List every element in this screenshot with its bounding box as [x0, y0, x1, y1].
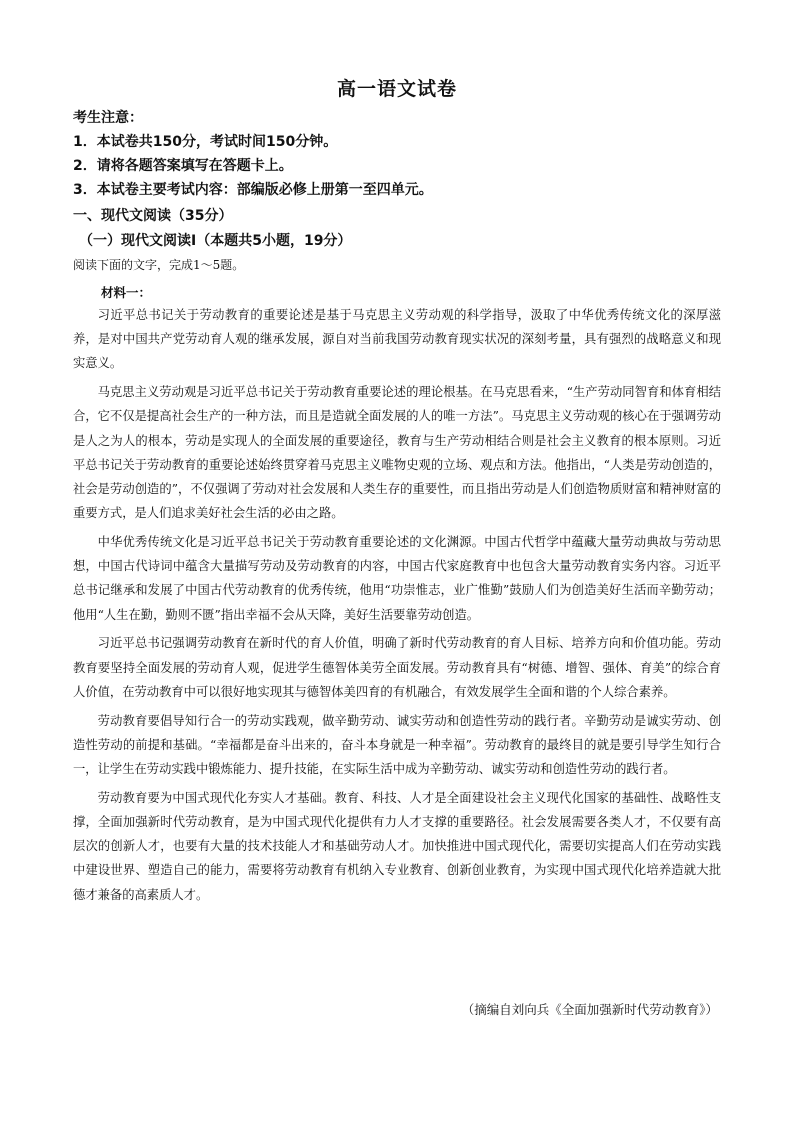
candidate-notice — [73, 106, 733, 202]
page-title: 高一语文试卷 — [336, 78, 457, 100]
section-subheading: （一）现代文阅读Ⅰ（本题共5小题，19分） — [79, 233, 352, 249]
notice-item: 2．请将各题答案填写在答题卡上。 — [73, 158, 293, 174]
section-heading: 一、现代文阅读（35分） — [73, 208, 233, 224]
notice-item: 3．本试卷主要考试内容：部编版必修上册第一至四单元。 — [73, 182, 433, 198]
material-label: 材料一： — [101, 285, 152, 300]
passage-paragraph: 马克思主义劳动观是习近平总书记关于劳动教育重要论述的理论根基。在马克思看来，“生产劳动同智育和体育相结合，它不仅是提高社会生产的一种方法，而且是造就全面发展的人的唯一方法”。马克思主义劳动观的核心在于强调劳动是人之为人的根本，劳动是实现人的全面发展的重要途径，教育与生产劳动相结合则是社会主义教育的根本原则。习近平总书记关于劳动教育的重要论述始终贯穿着马克思主义唯物史观的立场、观点和方法。他指出，“人类是劳动创造的，社会是劳动创造的”，不仅强调了劳动对社会发展和人类生存的重要性，而且指出劳动是人们创造物质财富和精神财富的重要方式，是人们追求美好社会生活的必由之路。 — [73, 385, 721, 521]
passage-paragraph: 中华优秀传统文化是习近平总书记关于劳动教育重要论述的文化渊源。中国古代哲学中蕴藏大量劳动典故与劳动思想，中国古代诗词中蕴含大量描写劳动及劳动教育的内容，中国古代家庭教育中也包含大量劳动教育实务内容。习近平总书记继承和发展了中国古代劳动教育的优秀传统，他用“功崇惟志，业广惟勤”鼓励人们为创造美好生活而辛勤劳动；他用“人生在勤，勤则不匮”指出幸福不会从天降，美好生活要靠劳动创造。 — [73, 535, 721, 622]
passage-body — [73, 303, 721, 911]
notice-item: 1．本试卷共150分，考试时间150分钟。 — [73, 134, 338, 150]
passage-paragraph: 劳动教育要倡导知行合一的劳动实践观，做辛勤劳动、诚实劳动和创造性劳动的践行者。辛勤劳动是诚实劳动、创造性劳动的前提和基础。“幸福都是奋斗出来的，奋斗本身就是一种幸福”。劳动教育的最终目的就是要引导学生知行合一，让学生在劳动实践中锻炼能力、提升技能，在实际生活中成为辛勤劳动、诚实劳动和创造性劳动的践行者。 — [73, 713, 721, 777]
passage-paragraph: 习近平总书记关于劳动教育的重要论述是基于马克思主义劳动观的科学指导，汲取了中华优秀传统文化的深厚滋养，是对中国共产党劳动育人观的继承发展，源自对当前我国劳动教育现实状况的深刻考量，具有强烈的战略意义和现实意义。 — [73, 308, 721, 371]
section-header — [73, 204, 733, 276]
reading-instruction: 阅读下面的文字，完成1～5题。 — [73, 258, 245, 272]
passage-paragraph: 习近平总书记强调劳动教育在新时代的育人价值，明确了新时代劳动教育的育人目标、培养方向和价值功能。劳动教育要坚持全面发展的劳动育人观，促进学生德智体美劳全面发展。劳动教育具有“树德、增智、强体、育美”的综合育人价值，在劳动教育中可以很好地实现其与德智体美四育的有机融合，有效发展学生全面和谐的个人综合素养。 — [73, 636, 721, 699]
passage-paragraph: 劳动教育要为中国式现代化夯实人才基础。教育、科技、人才是全面建设社会主义现代化国家的基础性、战略性支撑，全面加强新时代劳动教育，是为中国式现代化提供有力人才支撑的重要路径。社会发展需要各类人才，不仅要有高层次的创新人才，也要有大量的技术技能人才和基础劳动人才。加快推进中国式现代化，需要切实提高人们在劳动实践中建设世界、塑造自己的能力，需要将劳动教育有机纳入专业教育、创新创业教育，为实现中国式现代化培养造就大批德才兼备的高素质人才。 — [73, 790, 721, 902]
notice-heading: 考生注意： — [73, 110, 143, 126]
source-citation: （摘编自刘向兵《全面加强新时代劳动教育》） — [461, 1002, 718, 1017]
